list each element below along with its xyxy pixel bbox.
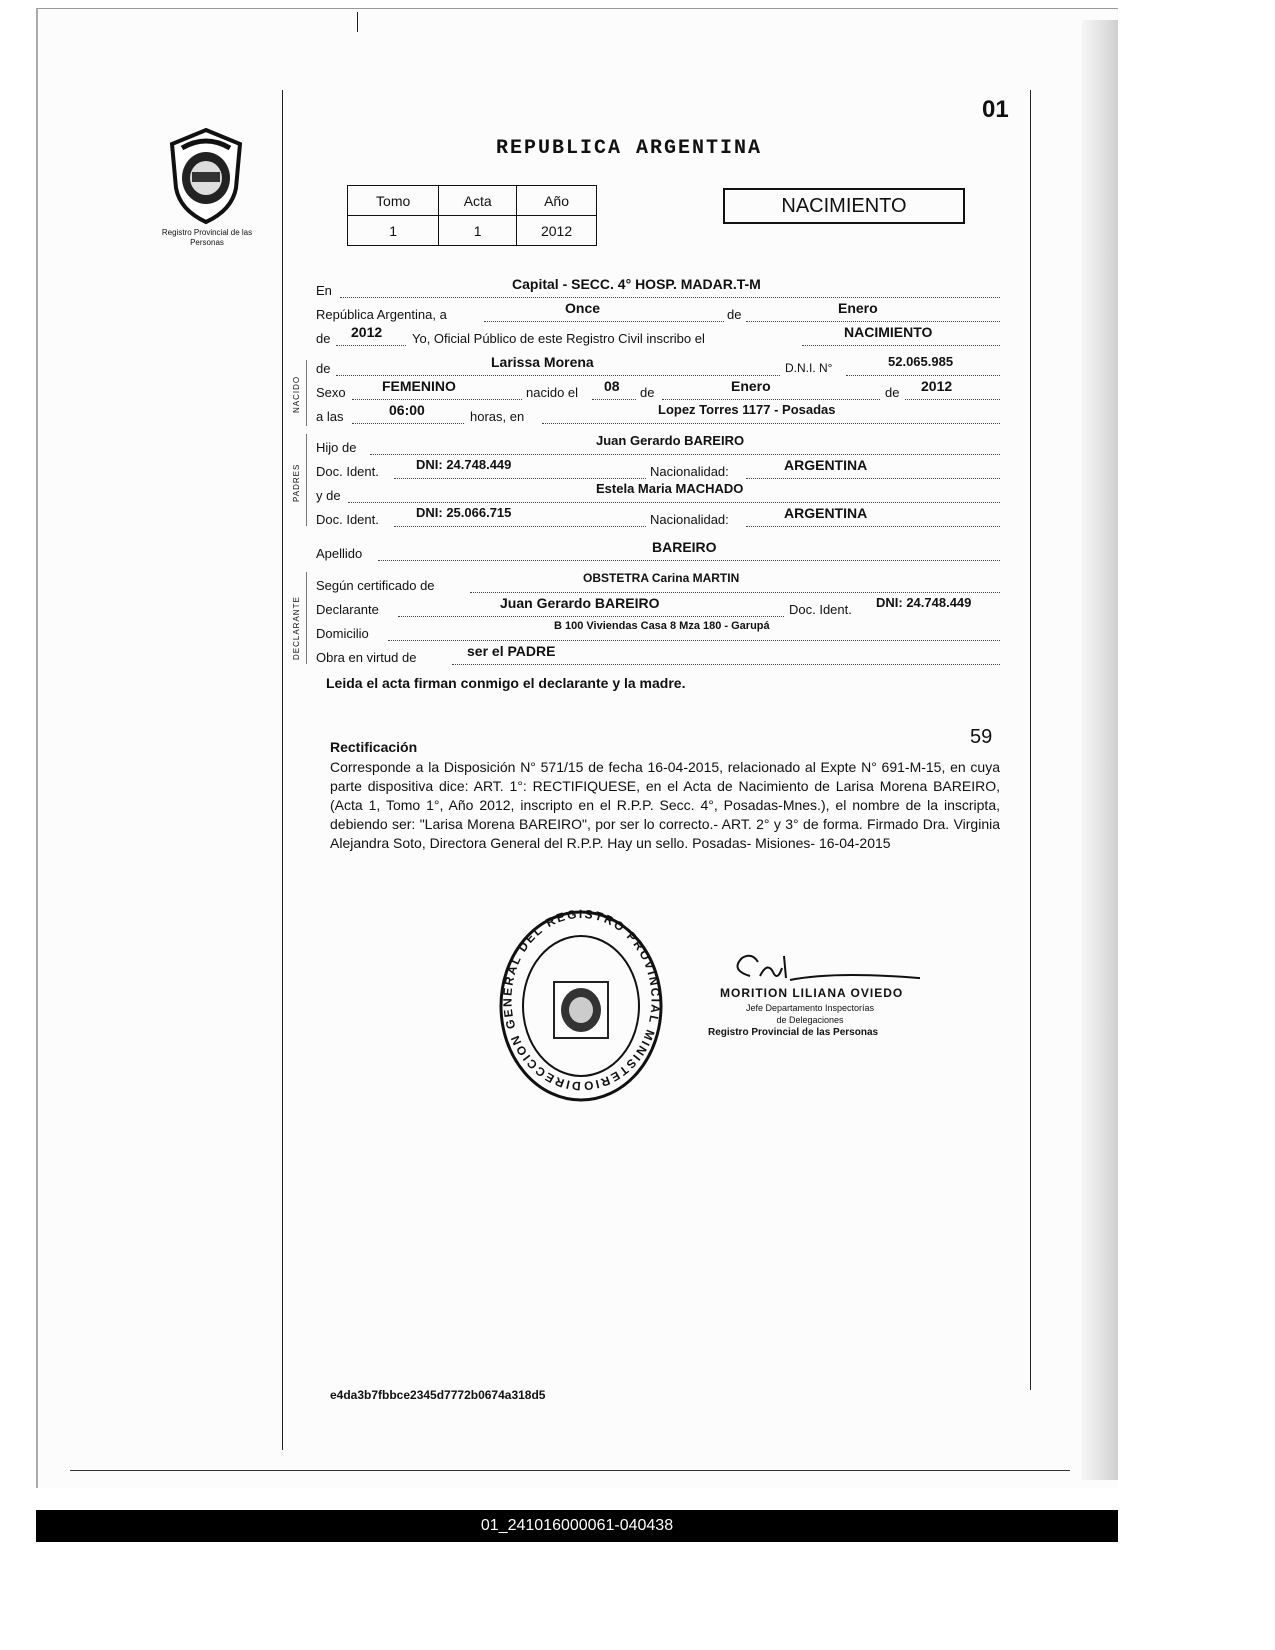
nac-mes-dotted-line: [662, 399, 880, 400]
page-number: 01: [982, 96, 1009, 123]
republica-label: República Argentina, a: [316, 307, 447, 322]
padre-dotted-line: [370, 454, 1000, 455]
dia-dotted-line: [484, 321, 724, 322]
obra-dotted-line: [452, 664, 1000, 665]
horas-en-label: horas, en: [470, 409, 525, 424]
record-type-box: NACIMIENTO: [723, 188, 965, 224]
apellido-value: BAREIRO: [652, 539, 717, 555]
country-title: REPUBLICA ARGENTINA: [496, 137, 763, 160]
madre-dotted-line: [348, 502, 1000, 503]
rectificacion-title: Rectificación: [330, 739, 418, 755]
footer-id: 01_241016000061-040438: [480, 1517, 674, 1534]
madre-nac-value: ARGENTINA: [784, 505, 868, 521]
anio-value: 2012: [517, 216, 597, 246]
nacido-section-line: [306, 360, 307, 426]
apellido-dotted-line: [378, 560, 1000, 561]
registro-logo: [162, 126, 250, 226]
hora-value: 06:00: [389, 402, 425, 418]
lugar-dotted-line: [542, 423, 1000, 424]
yo-text: Yo, Oficial Público de este Registro Civil inscribo el: [412, 331, 705, 346]
acta-value: 1: [439, 216, 517, 246]
footer-bar: [36, 1510, 1118, 1542]
nac-de1-label: de: [640, 385, 655, 400]
en-dotted-line: [340, 297, 1000, 298]
madre-nac-label: Nacionalidad:: [650, 512, 729, 527]
left-frame-line: [282, 90, 283, 1450]
inscripcion-dotted-line: [802, 345, 1000, 346]
inscripcion-value: NACIMIENTO: [844, 324, 933, 340]
anio-value: 2012: [351, 324, 383, 340]
domicilio-value: B 100 Viviendas Casa 8 Mza 180 - Garupá: [554, 620, 770, 632]
signature-scribble: [720, 950, 920, 990]
declarante-value: Juan Gerardo BAREIRO: [500, 595, 660, 611]
madre-doc-value: DNI: 25.066.715: [416, 505, 512, 520]
madre-nac-dotted-line: [746, 526, 1000, 527]
side-label-padres: PADRES: [292, 463, 301, 502]
certificado-dotted-line: [470, 592, 1000, 593]
nac-mes-value: Enero: [731, 378, 771, 394]
hijo-label: Hijo de: [316, 440, 357, 455]
padres-section-line: [306, 434, 307, 526]
coat-of-arms-icon: [162, 126, 250, 226]
side-label-declarante: DECLARANTE: [292, 596, 301, 660]
scan-mark: [357, 12, 358, 32]
signature-line2: de Delegaciones: [776, 1015, 844, 1025]
domicilio-dotted-line: [388, 640, 1000, 641]
apellido-label: Apellido: [316, 546, 363, 561]
nac-dia-value: 08: [604, 378, 620, 394]
tomo-acta-table: [347, 185, 597, 246]
dni-dotted-line: [846, 375, 1000, 376]
de2-label: de: [316, 331, 331, 346]
en-label: En: [316, 283, 332, 298]
bottom-frame-line: [70, 1470, 1070, 1471]
signature-line1: Jefe Departamento Inspectorías: [745, 1003, 875, 1013]
nac-anio-dotted-line: [905, 399, 1000, 400]
nombre-value: Larissa Morena: [491, 354, 594, 370]
nacido-label: nacido el: [526, 385, 579, 400]
hora-dotted-line: [352, 423, 464, 424]
nac-de2-label: de: [885, 385, 900, 400]
tomo-header: Tomo: [348, 186, 439, 216]
anio-dotted-line: [336, 345, 406, 346]
mes-dotted-line: [746, 321, 1000, 322]
de-label: de: [727, 307, 742, 322]
document-hash: e4da3b7fbbce2345d7772b0674a318d5: [330, 1388, 546, 1402]
anio-header: Año: [517, 186, 597, 216]
scan-edge-left: [36, 8, 38, 1488]
signature-name: MORITION LILIANA OVIEDO: [720, 986, 904, 1000]
mes-value: Enero: [838, 300, 878, 316]
sexo-value: FEMENINO: [382, 378, 456, 394]
nombre-dotted-line: [336, 375, 780, 376]
declarante-doc-label: Doc. Ident.: [789, 602, 852, 617]
signature-line3: Registro Provincial de las Personas: [708, 1027, 879, 1038]
handwritten-signature-icon: [720, 950, 920, 990]
logo-caption: Registro Provincial de las Personas: [161, 228, 253, 247]
declarante-section-line: [306, 572, 307, 664]
y-de-label: y de: [316, 488, 341, 503]
dia-value: Once: [565, 300, 601, 316]
rectificacion-text: Corresponde a la Disposición N° 571/15 de fecha 16-04-2015, relacionado al Expte N° 691-M-15, en cuya parte dispositiva dice: ART. 1°: RECTIFIQUESE, en el Acta de Nacimiento de Larisa Morena BAREIRO, (Acta 1, Tomo 1°, Año 2012, inscripto en el R.P.P. Secc. 4°, Posadas-Mnes.), el nombre de la inscripta, debiendo ser: "Larisa Morena BAREIRO", por ser lo correcto.- ART. 2° y 3° de forma. Firmado Dra. Virginia Alejandra Soto, Directora General del R.P.P. Hay un sello. Posadas- Misiones- 16-04-2015: [330, 759, 1000, 851]
madre-doc-dotted-line: [394, 526, 646, 527]
side-label-nacido: NACIDO: [292, 375, 301, 413]
obra-label: Obra en virtud de: [316, 650, 417, 665]
a-las-label: a las: [316, 409, 344, 424]
scan-edge-top: [36, 8, 1118, 9]
padre-nac-value: ARGENTINA: [784, 457, 868, 473]
leida-text: Leida el acta firman conmigo el declarante y la madre.: [326, 675, 686, 691]
domicilio-label: Domicilio: [316, 626, 369, 641]
nac-anio-value: 2012: [921, 378, 953, 394]
stamp-text: DIRECCION GENERAL DEL REGISTRO PROVINCIAL MINISTERIO: [500, 906, 663, 1094]
padre-value: Juan Gerardo BAREIRO: [596, 433, 745, 448]
padre-nac-dotted-line: [746, 478, 1000, 479]
en-value: Capital - SECC. 4° HOSP. MADAR.T-M: [512, 276, 761, 292]
declarante-doc-value: DNI: 24.748.449: [876, 595, 972, 610]
tomo-value: 1: [348, 216, 439, 246]
sexo-label: Sexo: [316, 385, 346, 400]
scan-edge-right: [1082, 20, 1118, 1480]
nombre-label: de: [316, 361, 331, 376]
obra-value: ser el PADRE: [467, 643, 556, 659]
signature-mark: Col: [720, 950, 722, 951]
padre-doc-label: Doc. Ident.: [316, 464, 379, 479]
right-frame-line: [1030, 90, 1031, 1390]
acta-header: Acta: [439, 186, 517, 216]
dni-value: 52.065.985: [888, 354, 954, 369]
official-stamp: [496, 906, 666, 1106]
segun-label: Según certificado de: [316, 578, 435, 593]
padre-doc-value: DNI: 24.748.449: [416, 457, 512, 472]
nac-dia-dotted-line: [592, 399, 636, 400]
certificado-value: OBSTETRA Carina MARTIN: [583, 571, 740, 585]
sexo-dotted-line: [352, 399, 522, 400]
round-seal-icon: [496, 906, 666, 1106]
dni-label: D.N.I. N°: [785, 361, 833, 375]
declarante-label: Declarante: [316, 602, 379, 617]
rectificacion-number: 59: [970, 726, 993, 748]
padre-doc-dotted-line: [394, 478, 646, 479]
madre-doc-label: Doc. Ident.: [316, 512, 379, 527]
lugar-value: Lopez Torres 1177 - Posadas: [658, 402, 836, 417]
padre-nac-label: Nacionalidad:: [650, 464, 729, 479]
madre-value: Estela Maria MACHADO: [596, 481, 744, 496]
declarante-dotted-line: [398, 616, 784, 617]
